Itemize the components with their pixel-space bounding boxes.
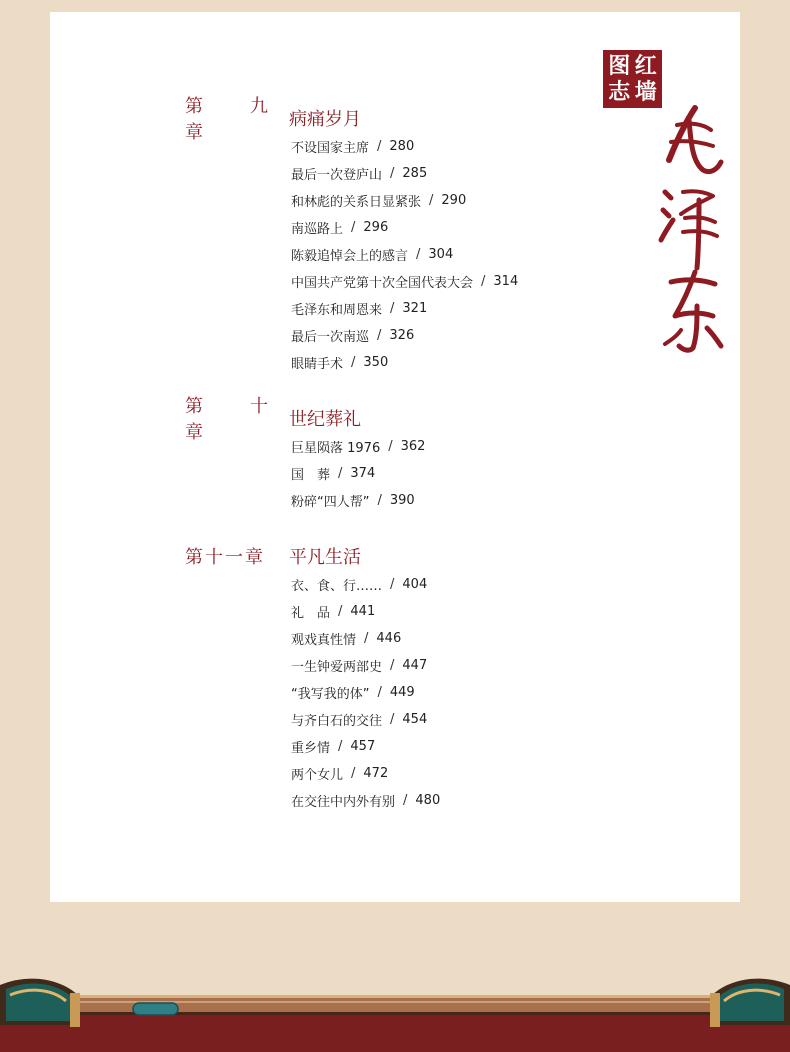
chapter-number: 第 九 章 — [185, 96, 280, 143]
entry-title: 在交往中内外有别 — [291, 795, 396, 810]
entry-page: 374 — [350, 466, 376, 481]
separator: / — [364, 631, 369, 646]
seal-char: 红 — [634, 53, 657, 79]
entry-title: 粉碎“四人帮” — [291, 495, 370, 510]
entry-title: 不设国家主席 — [291, 141, 370, 156]
seal-char: 志 — [608, 79, 631, 105]
chapter-number: 第 十 章 — [185, 396, 280, 443]
separator: / — [388, 439, 393, 454]
separator: / — [390, 712, 395, 727]
separator: / — [338, 739, 343, 754]
toc-entry[interactable] — [291, 187, 518, 214]
entry-list — [291, 433, 425, 514]
entry-title: 重乡情 — [291, 741, 331, 756]
entry-page: 285 — [402, 166, 428, 181]
entry-title: 和林彪的关系日显紧张 — [291, 195, 422, 210]
decorative-footer-band — [0, 965, 790, 1052]
entry-title: 南巡路上 — [291, 222, 344, 237]
toc-entry[interactable] — [291, 295, 518, 322]
toc-entry[interactable] — [291, 652, 440, 679]
entry-list — [291, 133, 518, 376]
entry-page: 441 — [350, 604, 376, 619]
toc-entry[interactable] — [291, 571, 440, 598]
entry-title: 两个女儿 — [291, 768, 344, 783]
entry-page: 304 — [428, 247, 454, 262]
entry-title: 毛泽东和周恩来 — [291, 303, 383, 318]
entry-title: 巨星陨落 1976 — [291, 441, 381, 456]
toc-entry[interactable] — [291, 214, 518, 241]
separator: / — [377, 139, 382, 154]
separator: / — [390, 658, 395, 673]
toc-entry[interactable] — [291, 787, 440, 814]
separator: / — [429, 193, 434, 208]
entry-list — [291, 571, 440, 814]
separator: / — [403, 793, 408, 808]
entry-page: 314 — [493, 274, 519, 289]
separator: / — [377, 493, 382, 508]
separator: / — [416, 247, 421, 262]
entry-page: 447 — [402, 658, 428, 673]
toc-entry[interactable] — [291, 241, 518, 268]
entry-title: 观戏真性情 — [291, 633, 357, 648]
toc-entry[interactable] — [291, 733, 440, 760]
chapter-heading — [185, 396, 425, 443]
separator: / — [377, 685, 382, 700]
entry-page: 472 — [363, 766, 389, 781]
entry-title: 衣、食、行…… — [291, 579, 383, 594]
seal-logo — [603, 50, 662, 108]
entry-page: 362 — [400, 439, 426, 454]
toc-entry[interactable] — [291, 349, 518, 376]
toc-entry[interactable] — [291, 133, 518, 160]
chapter-title: 病痛岁月 — [289, 109, 361, 130]
toc-entry[interactable] — [291, 160, 518, 187]
entry-title: 最后一次登庐山 — [291, 168, 383, 183]
entry-page: 404 — [402, 577, 428, 592]
entry-title: “我写我的体” — [291, 687, 370, 702]
entry-page: 280 — [389, 139, 415, 154]
entry-title: 最后一次南巡 — [291, 330, 370, 345]
entry-page: 454 — [402, 712, 428, 727]
entry-page: 290 — [441, 193, 467, 208]
toc-entry[interactable] — [291, 460, 425, 487]
seal-char: 图 — [608, 53, 631, 79]
entry-title: 陈毅追悼会上的感言 — [291, 249, 409, 264]
calligraphy-signature — [655, 100, 730, 360]
chapter-number: 第十一章 — [185, 547, 265, 568]
entry-title: 一生钟爱两部史 — [291, 660, 383, 675]
seal-char: 墙 — [634, 79, 657, 105]
separator: / — [338, 466, 343, 481]
entry-title: 中国共产党第十次全国代表大会 — [291, 276, 474, 291]
separator: / — [351, 355, 356, 370]
entry-title: 与齐白石的交往 — [291, 714, 383, 729]
toc-entry[interactable] — [291, 760, 440, 787]
chapter-9 — [185, 96, 519, 376]
separator: / — [481, 274, 486, 289]
toc-entry[interactable] — [291, 598, 440, 625]
entry-title: 礼 品 — [291, 606, 331, 621]
entry-page: 480 — [415, 793, 441, 808]
entry-page: 350 — [363, 355, 389, 370]
chapter-heading — [185, 541, 440, 571]
toc-entry[interactable] — [291, 679, 440, 706]
separator: / — [390, 301, 395, 316]
separator: / — [351, 766, 356, 781]
separator: / — [390, 166, 395, 181]
entry-title: 眼睛手术 — [291, 357, 344, 372]
toc-entry[interactable] — [291, 625, 440, 652]
entry-page: 390 — [389, 493, 415, 508]
separator: / — [377, 328, 382, 343]
entry-page: 321 — [402, 301, 428, 316]
toc-entry[interactable] — [291, 268, 518, 295]
chapter-10 — [185, 396, 426, 514]
entry-page: 457 — [350, 739, 376, 754]
chapter-11 — [185, 541, 440, 814]
entry-page: 449 — [389, 685, 415, 700]
separator: / — [390, 577, 395, 592]
entry-title: 国 葬 — [291, 468, 331, 483]
toc-entry[interactable] — [291, 433, 425, 460]
toc-entry[interactable] — [291, 487, 425, 514]
separator: / — [338, 604, 343, 619]
chapter-title: 世纪葬礼 — [289, 409, 361, 430]
entry-page: 446 — [376, 631, 402, 646]
entry-page: 326 — [389, 328, 415, 343]
separator: / — [351, 220, 356, 235]
entry-page: 296 — [363, 220, 389, 235]
chapter-title: 平凡生活 — [289, 547, 361, 568]
toc-entry[interactable] — [291, 706, 440, 733]
chapter-heading — [185, 96, 518, 143]
toc-entry[interactable] — [291, 322, 518, 349]
